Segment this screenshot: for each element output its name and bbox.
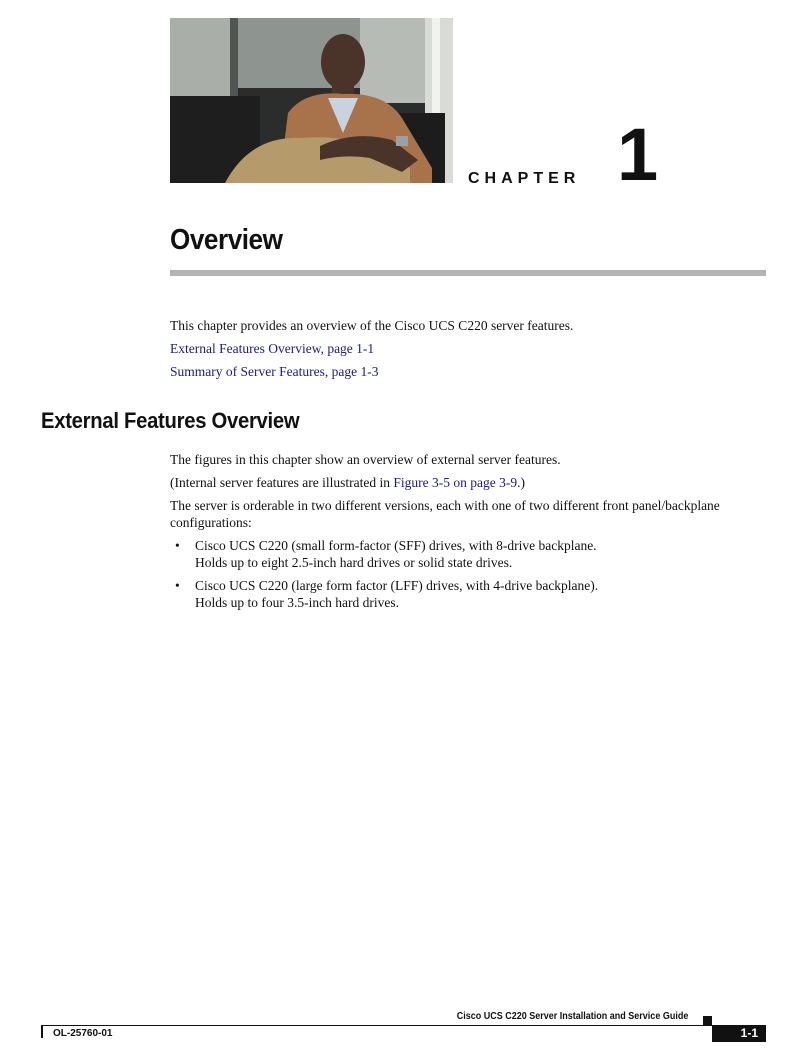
list-item-line-2: Holds up to four 3.5-inch hard drives. bbox=[195, 595, 399, 610]
toc-link-external-features[interactable]: External Features Overview, page 1-1 bbox=[170, 341, 375, 356]
list-item bbox=[170, 577, 766, 611]
footer-rule bbox=[41, 1025, 766, 1026]
section-para-2 bbox=[170, 474, 766, 491]
para-2-suffix: .) bbox=[517, 475, 525, 490]
toc-link-summary-features[interactable]: Summary of Server Features, page 1-3 bbox=[170, 364, 379, 379]
page-number: 1-1 bbox=[712, 1025, 766, 1042]
bullet-list bbox=[170, 537, 766, 611]
chapter-photo bbox=[170, 18, 453, 183]
chapter-title: Overview bbox=[170, 224, 283, 256]
para-2-prefix: (Internal server features are illustrated in bbox=[170, 475, 394, 490]
bullet-icon: • bbox=[175, 538, 180, 553]
list-item bbox=[170, 537, 766, 571]
list-item-line-1: Cisco UCS C220 (small form-factor (SFF) drives, with 8-drive backplane. bbox=[195, 538, 597, 553]
section-heading: External Features Overview bbox=[41, 408, 300, 433]
list-item-line-1: Cisco UCS C220 (large form factor (LFF) drives, with 4-drive backplane). bbox=[195, 578, 599, 593]
chapter-number: 1 bbox=[617, 113, 659, 196]
footer-guide-title: Cisco UCS C220 Server Installation and Service Guide bbox=[456, 1011, 688, 1022]
chapter-intro bbox=[170, 317, 766, 380]
title-rule bbox=[170, 270, 766, 276]
chapter-label: CHAPTER bbox=[468, 170, 581, 187]
section-para-3: The server is orderable in two different versions, each with one of two different front panel/backplane configurations: bbox=[170, 498, 720, 530]
footer-marker bbox=[703, 1016, 712, 1025]
bullet-icon: • bbox=[175, 578, 180, 593]
section-para-1: The figures in this chapter show an overview of external server features. bbox=[170, 452, 561, 467]
intro-text: This chapter provides an overview of the Cisco UCS C220 server features. bbox=[170, 318, 574, 333]
section-body bbox=[170, 451, 766, 617]
footer-doc-number: OL-25760-01 bbox=[53, 1028, 113, 1039]
footer-tick bbox=[41, 1025, 43, 1038]
list-item-line-2: Holds up to eight 2.5-inch hard drives or solid state drives. bbox=[195, 555, 513, 570]
figure-link[interactable]: Figure 3-5 on page 3-9 bbox=[393, 475, 518, 490]
